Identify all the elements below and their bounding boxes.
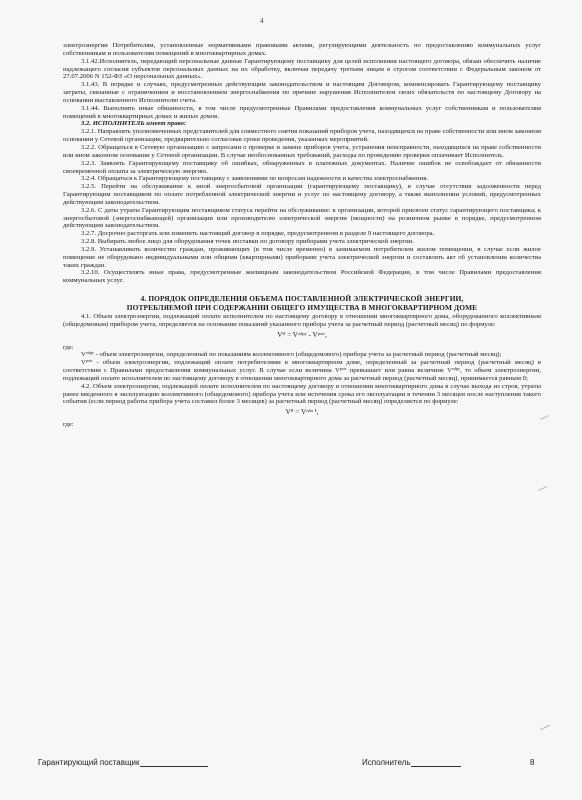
pen-mark-2: [538, 486, 547, 491]
document-body: [63, 42, 541, 429]
paragraph-3-2-1: 3.2.1. Направлять уполномоченных представителей для совместного снятия показаний приборов учета, находящихся на праве собственности или ином законном основании у Сетевой организации, предварительно согласовав сроки проведения, указанных мероприятий.: [63, 128, 541, 144]
executor-signature: [362, 758, 461, 767]
where-label-1: где:: [63, 343, 74, 351]
pen-mark-1: [540, 415, 549, 420]
paragraph-3-2-5: 3.2.5. Перейти на обслуживание к иной энергосбытовой организации (гарантирующему поставщику), в случае отсутствия задолженности перед Гарантирующим поставщиком по оплате потребленной электрической энергии и услуг по настоящему договору, а также выполнении условий, предусмотренных действующим законодательством.: [63, 183, 541, 206]
subheading-executor-rights: 3.2. ИСПОЛНИТЕЛЬ имеет право:: [81, 120, 187, 128]
paragraph-3-2-2: 3.2.2. Обращаться в Сетевую организацию с запросами о проверке и замене приборов учета, устранения неисправности, находящихся на праве собственности или ином законном основании у Сетевой организации. В случае необоснованных требований, расходы по проведению проверки оплачивает Исполнитель.: [63, 143, 541, 159]
section-4-title-line-1: 4. ПОРЯДОК ОПРЕДЕЛЕНИЯ ОБЪЕМА ПОСТАВЛЕННОЙ ЭЛЕКТРИЧЕСКОЙ ЭНЕРГИИ,: [140, 294, 464, 304]
pen-mark-3: [540, 725, 549, 730]
paragraph-3-1-42: 3.1.42.Исполнитель, передающий персональные данные Гарантирующему поставщику для целей исполнения настоящего договора, обязан обеспечить наличие надлежащего согласия субъектов персональных данных на их обработку, включая передачу третьим лицам в строгом соответствии с Федеральным законом от 27.07.2006 N 152-ФЗ «О персональных данных».: [63, 57, 541, 81]
paragraph-3-2-8: 3.2.8. Выбирать любое лицо для оборудования точек поставки по договору приборами учета электрической энергии.: [81, 238, 414, 246]
paragraph-4-2: 4.2. Объем электроэнергии, подлежащей оплате исполнителем по настоящему договору в отношении многоквартирного дома в случае выхода из строя, утраты ранее введенного в эксплуатацию коллективного (общедомового) прибора учета или истечения срока его эксплуатации в течении 3 месяцев после наступления такого события (если период работы прибора учета составил более 3 месяцев) за расчетный период (расчетный месяц) определяется по формуле:: [63, 382, 541, 406]
supplier-label: Гарантирующий поставщик: [38, 758, 140, 767]
paragraph-3-2-3: 3.2.3. Заявлять Гарантирующему поставщику об ошибках, обнаруженных в платежных документах. Наличие ошибок не освобождает от обязанности своевременной оплаты за электрическую энергию.: [63, 159, 541, 175]
paragraph-3-1-43: 3.1.43. В порядке и случаях, предусмотренных действующим законодательством и настоящим Договором, компенсировать Гарантирующему поставщику затраты, связанные с ограничением и восстановлением энергоснабжения по причине нарушения Исполнителем своих обязательств по настоящему Договору на основании выставленного Исполнителю счета.: [63, 81, 541, 104]
executor-signature-line: [411, 758, 461, 767]
supplier-signature: [38, 758, 208, 767]
paragraph-4-1: 4.1. Объем электроэнергии, подлежащий оплате исполнителем по настоящему договору в отношении многоквартирного дома, оборудованного коллективным (общедомовым) прибором учета, определяется на основании показаний указанного прибора учета за расчетный период (расчетный месяц) по формуле:: [63, 312, 541, 328]
paragraph-3-2-4: 3.2.4. Обращаться к Гарантирующему поставщику с заявлениями по вопросам надежности и качества электроснабжения.: [81, 175, 428, 183]
definition-v-odpu: Vᵒᵈᵖʸ - объем электроэнергии, определенный по показаниям коллективного (общедомового) прибора учета за расчетный период (расчетный месяц);: [81, 351, 502, 359]
formula-1: Vᴵᴵ = Vᵒᵈᵖʸ - Vᵖᵒᵗʳ,: [277, 330, 327, 339]
signature-footer: [38, 758, 548, 770]
paragraph-continuation: электроэнергии Потребителям, установленные нормативными правовыми актами, регулирующими деятельность по предоставлению коммунальных услуг собственникам и пользователям помещений в многоквартирных домах.: [63, 42, 541, 57]
executor-label: Исполнитель: [362, 758, 411, 767]
definition-v-potr: Vᵖᵒᵗʳ - объем электроэнергии, подлежащий оплате потребителями в многоквартирном доме, определенный за расчетный период (расчетный месяц) в соответствии с Правилами предоставления коммунальных услуг. В случае если величина Vᵖᵒᵗʳ превышает или равна величине Vᵒᵈᵖʸ, то объем электроэнергии, подлежащий оплате исполнителем по настоящему договору в отношении многоквартирного дома за расчетный период (расчетный месяц), принимается равным 0;: [63, 359, 541, 382]
paragraph-3-2-10: 3.2.10. Осуществлять иные права, предусмотренные жилищным законодательством Российской Федерации, в том числе Правилами предоставления коммунальных услуг.: [63, 269, 541, 285]
paragraph-3-1-44: 3.1.44. Выполнять иные обязанности, в том числе предусмотренные Правилами предоставления коммунальных услуг собственникам и пользователям помещений в многоквартирных домах и жилых домов.: [63, 104, 541, 120]
where-label-2: где:: [63, 421, 74, 429]
paragraph-3-2-9: 3.2.9. Устанавливать количество граждан, проживающих (в том числе временно) в занимаемом потребителем жилом помещении, в случае если жилое помещение не оборудовано индивидуальными или общими (квартирными) приборами учета электрической энергии и составлять акт об установлении количества таких граждан.: [63, 245, 541, 269]
section-4-title-line-2: ПОТРЕБЛЯЕМОЙ ПРИ СОДЕРЖАНИИ ОБЩЕГО ИМУЩЕСТВА В МНОГОКВАРТИРНОМ ДОМЕ: [126, 302, 478, 312]
page-number: 8: [530, 758, 535, 767]
paragraph-3-2-7: 3.2.7. Досрочно расторгать или изменить настоящий договор в порядке, предусмотренном в разделе 9 настоящего договора.: [81, 230, 435, 238]
supplier-signature-line: [140, 758, 208, 767]
section-4-title: [63, 295, 541, 312]
header-mark: 4: [260, 17, 264, 25]
paragraph-3-2-6: 3.2.6. С даты утраты Гарантирующим поставщиком статуса перейти на обслуживание: к организации, которой присвоен статус гарантирующего поставщика; к энергосбытовой (энергоснабжающей) организации или производителю электрической энергии (мощности) на розничном рынке в порядке, предусмотренном действующим законодательством.: [63, 206, 541, 230]
formula-2: Vᴵᴵ = Vᵒᵈⁿ ¹,: [285, 408, 319, 417]
